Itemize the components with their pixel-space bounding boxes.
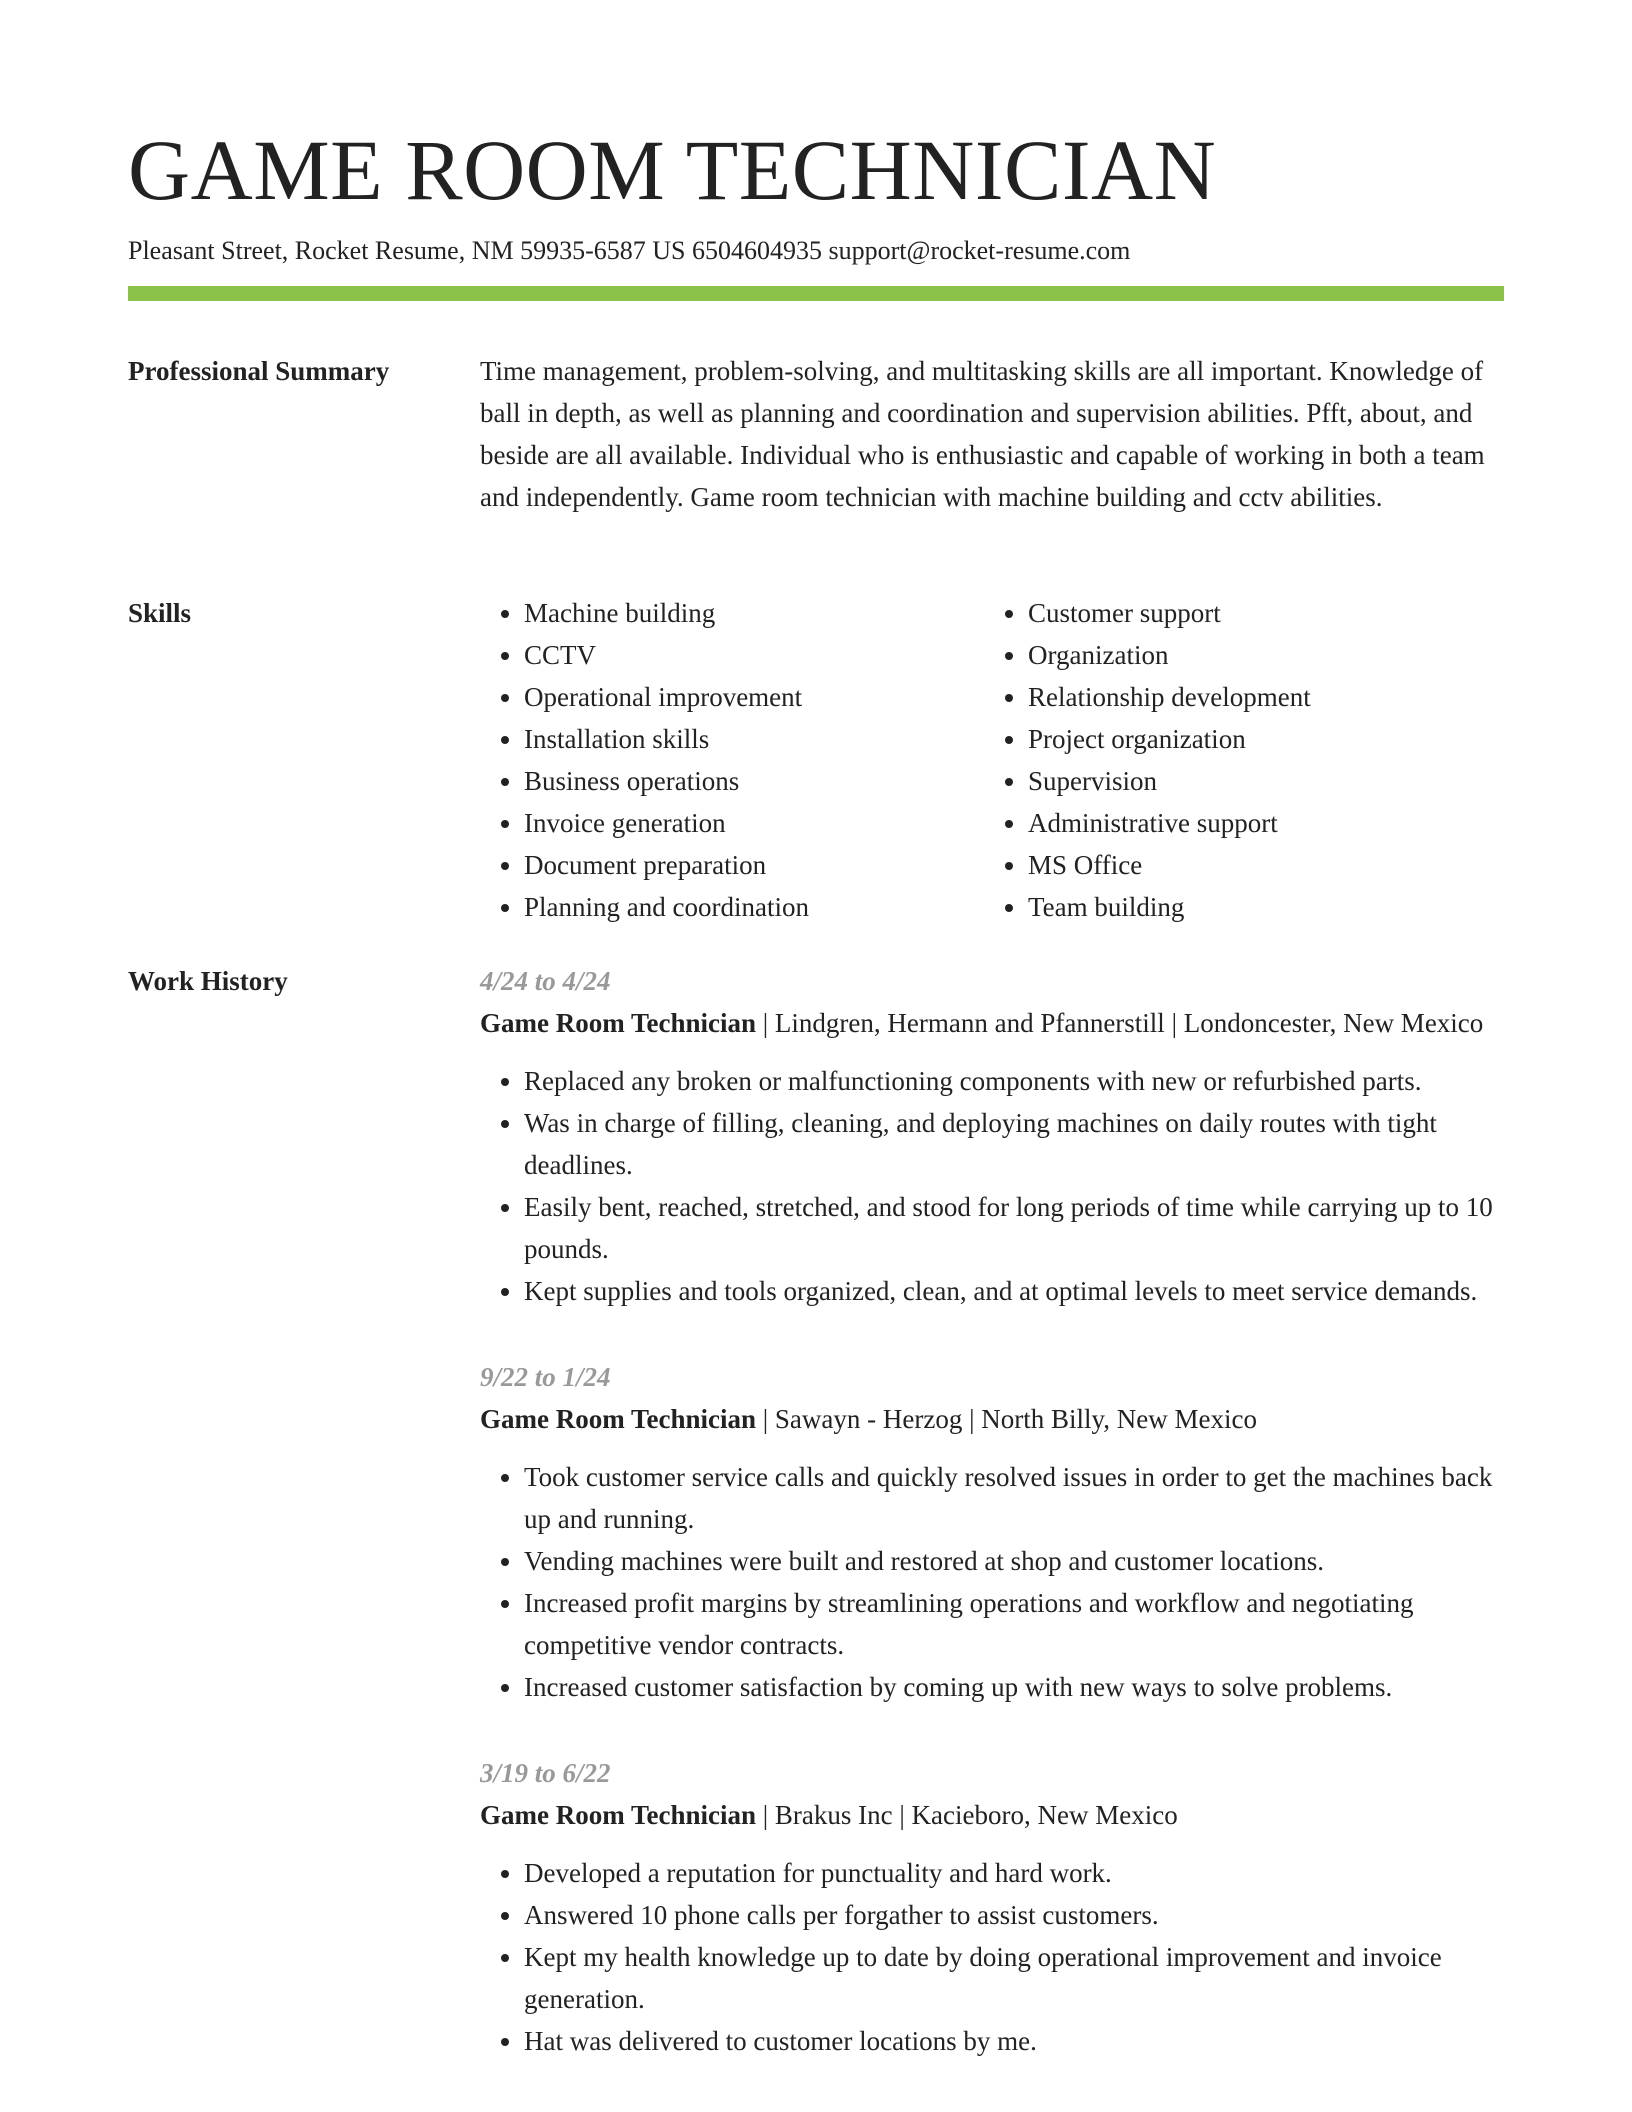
job-bullet: • Hat was delivered to customer locations by me. [524, 2020, 1504, 2062]
job-heading [480, 1398, 1504, 1440]
job-bullet: • Took customer service calls and quickly resolved issues in order to get the machines back up and running. [524, 1456, 1504, 1540]
resume-header [128, 118, 1504, 268]
skill-item: • Operational improvement [524, 676, 984, 718]
candidate-name: GAME ROOM TECHNICIAN [128, 122, 1217, 218]
job-bullet: • Replaced any broken or malfunctioning components with new or refurbished parts. [524, 1060, 1504, 1102]
job-entry [480, 1356, 1504, 1708]
skill-item: • Administrative support [1028, 802, 1498, 844]
skill-item: • Document preparation [524, 844, 984, 886]
skill-item: • Supervision [1028, 760, 1498, 802]
job-bullet: • Kept supplies and tools organized, clean, and at optimal levels to meet service demands. [524, 1270, 1504, 1312]
job-dates: 4/24 to 4/24 [480, 966, 611, 996]
skill-item: • Customer support [1028, 592, 1498, 634]
contact-email: support@rocket-resume.com [828, 236, 1131, 265]
job-heading [480, 1794, 1504, 1836]
header-divider [128, 286, 1504, 301]
job-bullets [480, 1456, 1504, 1708]
job-title: Game Room Technician [480, 1404, 757, 1434]
job-dates: 3/19 to 6/22 [480, 1758, 611, 1788]
job-employer: | Brakus Inc | Kacieboro, New Mexico [756, 1800, 1178, 1830]
job-title: Game Room Technician [480, 1008, 757, 1038]
job-bullet: • Kept my health knowledge up to date by doing operational improvement and invoice generation. [524, 1936, 1504, 2020]
job-entry [480, 960, 1504, 1312]
skill-item: • Relationship development [1028, 676, 1498, 718]
skills-list-right [984, 592, 1498, 928]
skills-title: Skills [128, 598, 192, 628]
summary-section [128, 350, 1504, 570]
skill-item: • Planning and coordination [524, 886, 984, 928]
job-bullets [480, 1060, 1504, 1312]
skill-item: • Organization [1028, 634, 1498, 676]
skill-item: • Invoice generation [524, 802, 984, 844]
job-bullet: • Was in charge of filling, cleaning, and deploying machines on daily routes with tight deadlines. [524, 1102, 1504, 1186]
job-bullet: • Increased profit margins by streamlining operations and workflow and negotiating competitive vendor contracts. [524, 1582, 1504, 1666]
job-bullet: • Increased customer satisfaction by coming up with new ways to solve problems. [524, 1666, 1504, 1708]
job-entry [480, 1752, 1504, 2062]
skill-item: • Machine building [524, 592, 984, 634]
work-history-section [128, 960, 1504, 2112]
summary-title: Professional Summary [128, 356, 390, 386]
job-employer: | Sawayn - Herzog | North Billy, New Mexico [756, 1404, 1257, 1434]
skills-list-left [480, 592, 984, 928]
job-bullet: • Easily bent, reached, stretched, and stood for long periods of time while carrying up to 10 pounds. [524, 1186, 1504, 1270]
contact-address: Pleasant Street, Rocket Resume, NM 59935-6587 US [128, 236, 686, 265]
skill-item: • Project organization [1028, 718, 1498, 760]
job-title: Game Room Technician [480, 1800, 757, 1830]
skill-item: • CCTV [524, 634, 984, 676]
job-bullet: • Developed a reputation for punctuality and hard work. [524, 1852, 1504, 1894]
contact-line [128, 234, 1504, 268]
skill-item: • MS Office [1028, 844, 1498, 886]
job-bullet: • Answered 10 phone calls per forgather to assist customers. [524, 1894, 1504, 1936]
job-heading [480, 1002, 1504, 1044]
skills-section [128, 592, 1504, 932]
work-history-title: Work History [128, 966, 288, 996]
job-bullets [480, 1852, 1504, 2062]
skills-columns [480, 592, 1504, 928]
job-employer: | Lindgren, Hermann and Pfannerstill | Londoncester, New Mexico [756, 1008, 1484, 1038]
contact-phone: 6504604935 [692, 236, 822, 265]
skill-item: • Installation skills [524, 718, 984, 760]
job-bullet: • Vending machines were built and restored at shop and customer locations. [524, 1540, 1504, 1582]
summary-text: Time management, problem-solving, and multitasking skills are all important. Knowledge of ball in depth, as well as planning and coordination and supervision abilities. Pfft, about, and beside are all available. Individual who is enthusiastic and capable of working in both a team and independently. Game room technician with machine building and cctv abilities. [480, 356, 1485, 512]
skill-item: • Business operations [524, 760, 984, 802]
skill-item: • Team building [1028, 886, 1498, 928]
job-dates: 9/22 to 1/24 [480, 1362, 611, 1392]
